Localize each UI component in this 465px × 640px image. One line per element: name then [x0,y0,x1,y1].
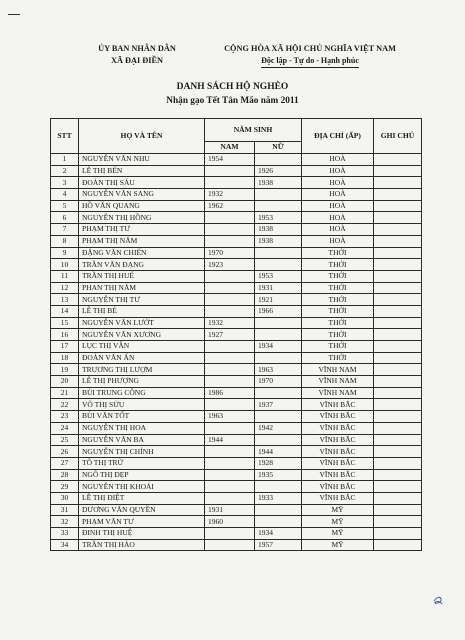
hamlet-address: VĨNH BẮC [302,411,374,423]
poor-households-table [50,118,422,551]
header-male: NAM [205,141,255,153]
table-row [51,177,422,189]
table-row [51,341,422,353]
household-name: NGUYỄN VĂN SANG [79,189,205,201]
household-name: LÊ THỊ ĐIỆT [79,492,205,504]
birth-year-female: 1931 [255,282,302,294]
row-number: 29 [51,481,79,493]
birth-year-female: 1937 [255,399,302,411]
birth-year-female: 1934 [255,528,302,540]
row-number: 28 [51,469,79,481]
birth-year-male: 1960 [205,516,255,528]
table-row [51,200,422,212]
hamlet-address: VĨNH BẮC [302,422,374,434]
note-cell [374,294,422,306]
birth-year-male: 1986 [205,387,255,399]
birth-year-female [255,516,302,528]
hamlet-address: VĨNH BẮC [302,446,374,458]
birth-year-male [205,235,255,247]
birth-year-male: 1927 [205,329,255,341]
row-number: 34 [51,539,79,551]
household-name: PHAN THỊ NĂM [79,282,205,294]
header-note: GHI CHÚ [374,119,422,154]
table-row [51,259,422,271]
household-name: NGUYỄN THỊ CHÍNH [79,446,205,458]
hamlet-address: VĨNH NAM [302,376,374,388]
birth-year-female: 1938 [255,177,302,189]
note-cell [374,165,422,177]
birth-year-female [255,434,302,446]
note-cell [374,177,422,189]
birth-year-female [255,189,302,201]
birth-year-male: 1970 [205,247,255,259]
hamlet-address: VĨNH BẮC [302,399,374,411]
table-row [51,212,422,224]
household-name: ĐINH THỊ HUỆ [79,528,205,540]
birth-year-female [255,329,302,341]
table-row [51,189,422,201]
hamlet-address: MỸ [302,528,374,540]
note-cell [374,504,422,516]
row-number: 11 [51,270,79,282]
table-row [51,504,422,516]
note-cell [374,516,422,528]
hamlet-address: VĨNH BẮC [302,481,374,493]
birth-year-male [205,224,255,236]
hamlet-address: THỚI [302,294,374,306]
row-number: 17 [51,341,79,353]
row-number: 15 [51,317,79,329]
note-cell [374,376,422,388]
household-name: PHẠM THỊ TƯ [79,224,205,236]
row-number: 10 [51,259,79,271]
household-name: TRẦN VĂN ĐẠNG [79,259,205,271]
note-cell [374,305,422,317]
household-name: LÊ THỊ BÉ [79,305,205,317]
birth-year-male: 1944 [205,434,255,446]
hamlet-address: THỚI [302,305,374,317]
household-name: NGUYỄN VĂN BA [79,434,205,446]
row-number: 32 [51,516,79,528]
table-row [51,294,422,306]
row-number: 25 [51,434,79,446]
birth-year-male [205,341,255,353]
note-cell [374,212,422,224]
birth-year-female: 1928 [255,457,302,469]
note-cell [374,317,422,329]
row-number: 19 [51,364,79,376]
birth-year-male [205,528,255,540]
row-number: 20 [51,376,79,388]
birth-year-female [255,154,302,166]
birth-year-female: 1938 [255,224,302,236]
note-cell [374,352,422,364]
birth-year-female: 1953 [255,270,302,282]
hamlet-address: MỸ [302,504,374,516]
birth-year-female: 1933 [255,492,302,504]
hamlet-address: MỸ [302,539,374,551]
birth-year-male [205,539,255,551]
birth-year-male: 1923 [205,259,255,271]
birth-year-male [205,422,255,434]
hamlet-address: THỚI [302,317,374,329]
hamlet-address: MỸ [302,516,374,528]
hamlet-address: HOÀ [302,200,374,212]
document-title [0,80,465,108]
household-name: PHẠM THỊ NĂM [79,235,205,247]
hamlet-address: THỚI [302,259,374,271]
table-row [51,317,422,329]
hamlet-address: THỚI [302,352,374,364]
table-row [51,329,422,341]
household-name: TÔ THỊ TRỪ [79,457,205,469]
hamlet-address: THỚI [302,282,374,294]
birth-year-female [255,259,302,271]
note-cell [374,247,422,259]
household-name: NGUYỄN VĂN NHU [79,154,205,166]
header-name: HỌ VÀ TÊN [79,119,205,154]
birth-year-female [255,352,302,364]
scan-mark [8,14,20,15]
hamlet-address: HOÀ [302,224,374,236]
table-row [51,411,422,423]
birth-year-male [205,364,255,376]
row-number: 23 [51,411,79,423]
birth-year-male [205,294,255,306]
note-cell [374,329,422,341]
household-name: HỒ VĂN QUANG [79,200,205,212]
header-address: ĐỊA CHỈ (ẤP) [302,119,374,154]
row-number: 4 [51,189,79,201]
note-cell [374,154,422,166]
birth-year-male: 1962 [205,200,255,212]
birth-year-male [205,457,255,469]
table-row [51,492,422,504]
table-row [51,165,422,177]
table-row [51,376,422,388]
birth-year-male [205,376,255,388]
household-name: ĐẶNG VĂN CHIẾN [79,247,205,259]
birth-year-female [255,387,302,399]
row-number: 16 [51,329,79,341]
note-cell [374,387,422,399]
issuer-line-1: ỦY BAN NHÂN DÂN [98,44,176,53]
table-row [51,422,422,434]
note-cell [374,270,422,282]
note-cell [374,200,422,212]
table-row [51,434,422,446]
table-body [51,154,422,551]
birth-year-female: 1935 [255,469,302,481]
hamlet-address: HOÀ [302,189,374,201]
row-number: 21 [51,387,79,399]
household-name: NGÔ THỊ ĐẸP [79,469,205,481]
note-cell [374,492,422,504]
birth-year-male: 1932 [205,189,255,201]
birth-year-male [205,399,255,411]
birth-year-male [205,469,255,481]
table-row [51,247,422,259]
birth-year-male: 1931 [205,504,255,516]
national-title: CỘNG HÒA XÃ HỘI CHỦ NGHĨA VIỆT NAM [224,44,396,53]
national-motto-block [212,43,408,68]
row-number: 3 [51,177,79,189]
birth-year-female [255,504,302,516]
row-number: 30 [51,492,79,504]
household-name: TRẦN THỊ HẢO [79,539,205,551]
issuer-line-2: XÃ ĐẠI ĐIỀN [110,56,164,65]
birth-year-male [205,481,255,493]
row-number: 13 [51,294,79,306]
table-row [51,539,422,551]
note-cell [374,341,422,353]
household-name: ĐOÀN THỊ SÁU [79,177,205,189]
birth-year-female: 1970 [255,376,302,388]
note-cell [374,224,422,236]
household-name: ĐOÀN VĂN ẤN [79,352,205,364]
table-row [51,282,422,294]
birth-year-male [205,177,255,189]
birth-year-female: 1966 [255,305,302,317]
household-name: VÕ THỊ SỬU [79,399,205,411]
household-name: NGUYỄN THỊ TƯ [79,294,205,306]
hamlet-address: VĨNH NAM [302,364,374,376]
household-name: TRƯƠNG THỊ LƯỢM [79,364,205,376]
birth-year-male [205,305,255,317]
birth-year-female: 1942 [255,422,302,434]
birth-year-female: 1957 [255,539,302,551]
table-row [51,154,422,166]
household-name: NGUYỄN THỊ KHOÁI [79,481,205,493]
household-name: PHẠM VĂN TƯ [79,516,205,528]
birth-year-male [205,165,255,177]
hamlet-address: HOÀ [302,235,374,247]
note-cell [374,422,422,434]
household-name: LÊ THỊ PHƯỢNG [79,376,205,388]
row-number: 9 [51,247,79,259]
birth-year-female: 1921 [255,294,302,306]
birth-year-female: 1926 [255,165,302,177]
header-stt: STT [51,119,79,154]
header-female: NỮ [255,141,302,153]
row-number: 2 [51,165,79,177]
birth-year-male: 1963 [205,411,255,423]
note-cell [374,399,422,411]
table-row [51,224,422,236]
birth-year-female: 1938 [255,235,302,247]
birth-year-female [255,317,302,329]
note-cell [374,235,422,247]
row-number: 12 [51,282,79,294]
birth-year-male: 1932 [205,317,255,329]
birth-year-female [255,411,302,423]
hamlet-address: THỚI [302,270,374,282]
table-row [51,481,422,493]
row-number: 22 [51,399,79,411]
hamlet-address: HOÀ [302,177,374,189]
table-row [51,469,422,481]
table-row [51,457,422,469]
note-cell [374,189,422,201]
household-name: NGUYỄN THỊ HỒNG [79,212,205,224]
row-number: 27 [51,457,79,469]
table-row [51,399,422,411]
note-cell [374,282,422,294]
birth-year-male [205,212,255,224]
row-number: 14 [51,305,79,317]
household-name: DƯƠNG VĂN QUYỀN [79,504,205,516]
table-row [51,352,422,364]
hamlet-address: THỚI [302,341,374,353]
hamlet-address: VĨNH BẮC [302,492,374,504]
table-row [51,235,422,247]
national-motto: Độc lập - Tự do - Hạnh phúc [261,55,359,68]
issuer-block [72,43,202,67]
table-row [51,387,422,399]
title-line-2: Nhận gạo Tết Tân Mão năm 2011 [166,96,299,106]
note-cell [374,469,422,481]
hamlet-address: VĨNH BẮC [302,434,374,446]
hamlet-address: VĨNH BẮC [302,469,374,481]
row-number: 18 [51,352,79,364]
birth-year-male [205,282,255,294]
row-number: 8 [51,235,79,247]
birth-year-female [255,247,302,259]
row-number: 31 [51,504,79,516]
table-row [51,446,422,458]
birth-year-male [205,446,255,458]
note-cell [374,434,422,446]
birth-year-female: 1963 [255,364,302,376]
note-cell [374,481,422,493]
table-row [51,364,422,376]
hamlet-address: THỚI [302,247,374,259]
note-cell [374,446,422,458]
table-row [51,528,422,540]
row-number: 24 [51,422,79,434]
birth-year-male [205,492,255,504]
title-line-1: DANH SÁCH HỘ NGHÈO [176,82,289,92]
note-cell [374,528,422,540]
household-name: NGUYỄN VĂN LƯỚT [79,317,205,329]
hamlet-address: VĨNH NAM [302,387,374,399]
birth-year-female [255,200,302,212]
household-name: NGUYỄN THỊ HOA [79,422,205,434]
hamlet-address: THỚI [302,329,374,341]
birth-year-female [255,481,302,493]
row-number: 1 [51,154,79,166]
table-row [51,516,422,528]
hamlet-address: HOÀ [302,165,374,177]
note-cell [374,539,422,551]
note-cell [374,457,422,469]
household-name: BÙI TRUNG CÔNG [79,387,205,399]
household-name: LÊ THỊ BẾN [79,165,205,177]
row-number: 7 [51,224,79,236]
row-number: 5 [51,200,79,212]
note-cell [374,259,422,271]
birth-year-male [205,270,255,282]
birth-year-female: 1934 [255,341,302,353]
hamlet-address: VĨNH BẮC [302,457,374,469]
note-cell [374,411,422,423]
birth-year-male [205,352,255,364]
hamlet-address: HOÀ [302,154,374,166]
row-number: 26 [51,446,79,458]
household-name: LỤC THỊ VÂN [79,341,205,353]
birth-year-female: 1944 [255,446,302,458]
header-birth-year: NĂM SINH [205,119,302,142]
birth-year-male: 1954 [205,154,255,166]
household-name: BÙI VĂN TỐT [79,411,205,423]
handwritten-mark [432,592,444,606]
table-row [51,270,422,282]
birth-year-female: 1953 [255,212,302,224]
row-number: 33 [51,528,79,540]
table-row [51,305,422,317]
household-name: TRẦN THỊ HUẾ [79,270,205,282]
household-name: NGUYỄN VĂN XƯƠNG [79,329,205,341]
hamlet-address: HOÀ [302,212,374,224]
note-cell [374,364,422,376]
row-number: 6 [51,212,79,224]
